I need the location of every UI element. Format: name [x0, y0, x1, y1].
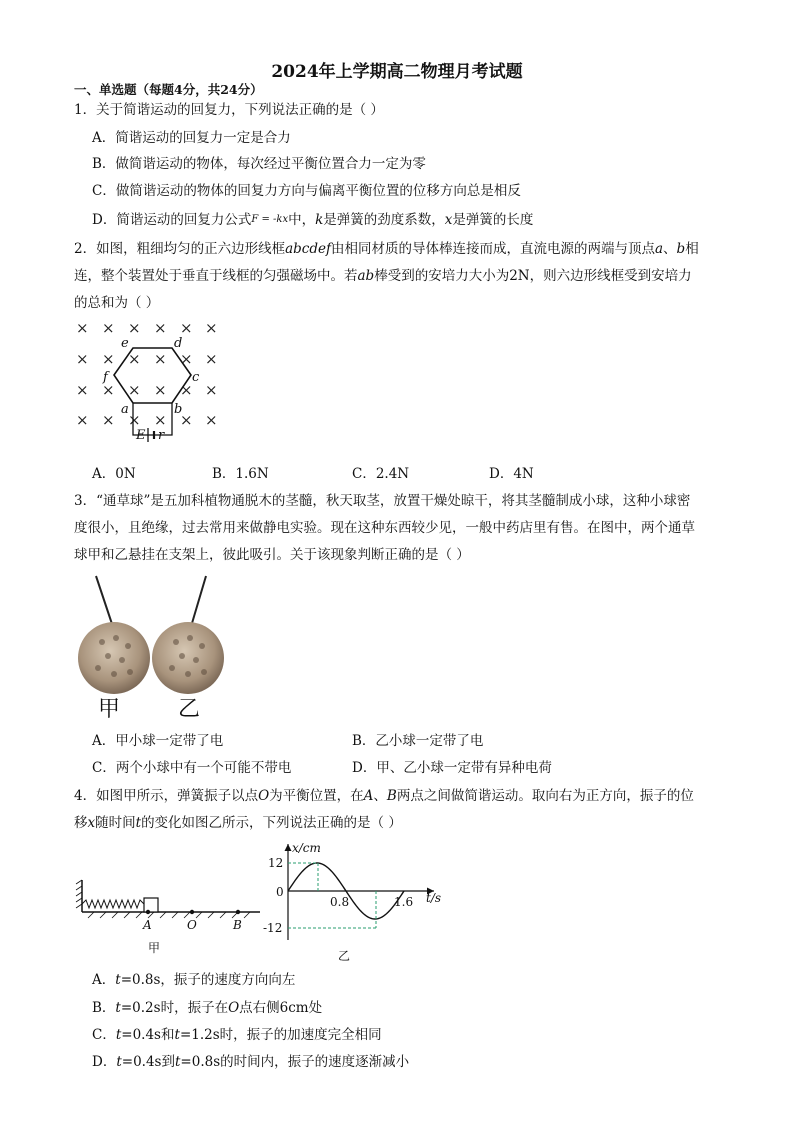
field-cross: × [180, 381, 193, 399]
q2-option-a[interactable]: A．0N [92, 466, 136, 482]
oscillator-block [144, 898, 158, 912]
field-cross: × [205, 381, 218, 399]
q4-l1-A: A [363, 788, 374, 804]
q1-option-b[interactable]: B．做简谐运动的物体，每次经过平衡位置合力一定为零 [92, 156, 426, 172]
tick-12: 12 [268, 856, 284, 870]
q2-line2 [74, 264, 692, 284]
q4-l2-a: 移 [74, 815, 88, 831]
q1-d-pre: D．简谐运动的回复力公式 [92, 212, 252, 228]
q3-option-c[interactable]: C．两个小球中有一个可能不带电 [92, 760, 292, 776]
label-a: A [143, 918, 152, 932]
q4-l2-x: x [87, 815, 96, 831]
q4-b-a: =0.2s时，振子在 [120, 1000, 229, 1016]
q2-l2-a: 连，整个装置处于垂直于线框的匀强磁场中。若 [74, 268, 358, 284]
q2-hexagon-figure [70, 315, 230, 450]
vertex-a: a [121, 402, 129, 417]
q4-line1 [74, 784, 694, 804]
q4-option-c[interactable] [92, 1023, 382, 1043]
q1-d-mid1: 中， [288, 212, 316, 228]
field-cross: × [154, 319, 167, 337]
field-cross: × [76, 319, 89, 337]
q4-l2-b: 随时间 [95, 815, 136, 831]
q4-b-O: O [228, 1000, 240, 1016]
q4-d-t1: t [116, 1054, 122, 1070]
q4-spring-figure [74, 870, 264, 960]
q4-c-a: =0.4s和 [121, 1027, 175, 1043]
q3-option-b[interactable]: B．乙小球一定带了电 [352, 733, 484, 749]
q3-option-a[interactable]: A．甲小球一定带了电 [92, 733, 224, 749]
q2-l2-ab: ab [357, 268, 375, 284]
pith-ball-yi [152, 622, 224, 694]
q4-option-d[interactable] [92, 1050, 409, 1070]
fig-label-jia: 甲 [148, 941, 161, 955]
field-cross: × [76, 411, 89, 429]
q2-l1-name: abcdef [285, 241, 331, 257]
q2-l1-b: 由相同材质的导体棒连接而成，直流电源的两端与顶点 [330, 241, 655, 257]
q4-d-pre: D． [92, 1054, 117, 1070]
field-cross: × [205, 350, 218, 368]
point-a [146, 910, 150, 914]
q4-d-a: =0.4s到 [121, 1054, 175, 1070]
point-b [236, 910, 240, 914]
q4-l1-b: 为平衡位置，在 [269, 788, 364, 804]
q4-l1-B: B [386, 788, 397, 804]
q4-a-pre: A． [92, 972, 116, 988]
field-cross: × [180, 319, 193, 337]
q3-pith-balls-figure [74, 572, 224, 722]
q1-d-mid2: 是弹簧的劲度系数， [323, 212, 445, 228]
q4-d-b: =0.8s的时间内，振子的速度逐渐减小 [180, 1054, 410, 1070]
q3-line2: 度很小，且绝缘，过去常用来做静电实验。现在这种东西较少见，一般中药店里有售。在图中，两个通草 [74, 520, 695, 536]
emf-label: E [136, 428, 146, 443]
q4-b-b: 点右侧6cm处 [239, 1000, 323, 1016]
tick-0: 0 [276, 885, 284, 899]
field-cross: × [128, 381, 141, 399]
q4-l1-d: 两点之间做简谐运动。取向右为正方向，振子的位 [396, 788, 694, 804]
tick-neg12: -12 [263, 921, 283, 935]
field-cross: × [102, 350, 115, 368]
tick-1.6: 1.6 [394, 895, 414, 909]
x-axis-label: t/s [426, 891, 442, 905]
q1-d-x: x [444, 212, 453, 228]
q4-c-t1: t [115, 1027, 122, 1043]
vertex-e: e [121, 336, 129, 351]
vertex-c: c [192, 370, 200, 385]
q2-l1-a: 2．如图，粗细均匀的正六边形线框 [74, 241, 286, 257]
label-o: O [187, 918, 197, 932]
q4-l2-t: t [135, 815, 142, 831]
floor-hatch [88, 912, 250, 918]
q4-d-t2: t [174, 1054, 181, 1070]
resistance-label: r [158, 428, 165, 443]
field-cross: × [128, 319, 141, 337]
q4-l1-a: 4．如图甲所示，弹簧振子以点 [74, 788, 259, 804]
tick-0.8: 0.8 [330, 895, 350, 909]
q4-a-txt: =0.8s，振子的速度方向向左 [120, 972, 296, 988]
label-jia: 甲 [98, 697, 121, 722]
q1-d-k: k [315, 212, 324, 228]
q2-option-d[interactable]: D．4N [489, 466, 534, 482]
field-cross: × [102, 381, 115, 399]
q2-l1-c: 相 [685, 241, 699, 257]
field-cross: × [205, 319, 218, 337]
point-o [190, 910, 194, 914]
field-cross: × [154, 350, 167, 368]
q3-line3: 球甲和乙悬挂在支架上，彼此吸引。关于该现象判断正确的是（ ） [74, 547, 470, 563]
q1-option-d[interactable] [92, 208, 533, 228]
q4-option-a[interactable] [92, 968, 295, 988]
field-cross: × [76, 381, 89, 399]
field-cross: × [128, 411, 141, 429]
q2-option-b[interactable]: B．1.6N [212, 466, 269, 482]
q4-b-t: t [115, 1000, 121, 1016]
thread-yi [190, 576, 206, 630]
field-cross: × [154, 411, 167, 429]
field-cross: × [128, 350, 141, 368]
q2-option-c[interactable]: C．2.4N [352, 466, 410, 482]
q4-c-pre: C． [92, 1027, 116, 1043]
q4-c-t2: t [174, 1027, 180, 1043]
vertex-f: f [103, 370, 108, 385]
q4-option-b[interactable] [92, 996, 322, 1016]
fig-label-yi: 乙 [338, 949, 351, 963]
field-cross: × [205, 411, 218, 429]
vertex-d: d [174, 336, 183, 351]
q4-xt-graph [262, 836, 452, 966]
wall-hatch [76, 880, 82, 908]
q4-b-pre: B． [92, 1000, 116, 1016]
section-heading: 一、单选题（每题4分，共24分） [74, 82, 263, 97]
y-axis-label: x/cm [292, 841, 321, 855]
field-cross: × [102, 411, 115, 429]
q4-line2 [74, 811, 402, 831]
field-cross: × [102, 319, 115, 337]
q4-l1-c: 、 [373, 788, 387, 804]
field-cross: × [76, 350, 89, 368]
q2-line1 [74, 237, 699, 257]
q2-l1-va: a [654, 241, 664, 257]
thread-jia [96, 576, 114, 630]
label-yi: 乙 [178, 697, 201, 722]
q3-line1: 3．“通草球”是五加科植物通脱木的茎髓，秋天取茎，放置干燥处晾干，将其茎髓制成小球，这种小球密 [74, 493, 691, 509]
q1-stem: 1．关于简谐运动的回复力，下列说法正确的是（ ） [74, 102, 384, 118]
field-cross: × [154, 381, 167, 399]
q4-c-b: =1.2s时，振子的加速度完全相同 [179, 1027, 382, 1043]
q2-l1-vb: b [676, 241, 686, 257]
pith-ball-jia [78, 622, 150, 694]
field-cross: × [180, 411, 193, 429]
field-cross: × [180, 350, 193, 368]
q1-option-c[interactable]: C．做简谐运动的物体的回复力方向与偏离平衡位置的位移方向总是相反 [92, 183, 521, 199]
q1-option-a[interactable]: A．简谐运动的回复力一定是合力 [92, 130, 291, 146]
q1-d-post: 是弹簧的长度 [452, 212, 534, 228]
q4-a-t: t [115, 972, 121, 988]
q4-l1-O: O [258, 788, 270, 804]
label-b: B [233, 918, 242, 932]
spring [82, 900, 144, 908]
vertex-b: b [174, 402, 183, 417]
q2-l1-sep: 、 [663, 241, 677, 257]
q2-l2-b: 棒受到的安培力大小为2N，则六边形线框受到安培力 [374, 268, 692, 284]
q1-d-formula: F = -kx [251, 214, 289, 225]
q2-line3: 的总和为（ ） [74, 295, 160, 311]
q4-l2-c: 的变化如图乙所示，下列说法正确的是（ ） [141, 815, 402, 831]
page-title: 2024年上学期高二物理月考试题 [271, 62, 523, 82]
q3-option-d[interactable]: D．甲、乙小球一定带有异种电荷 [352, 760, 552, 776]
